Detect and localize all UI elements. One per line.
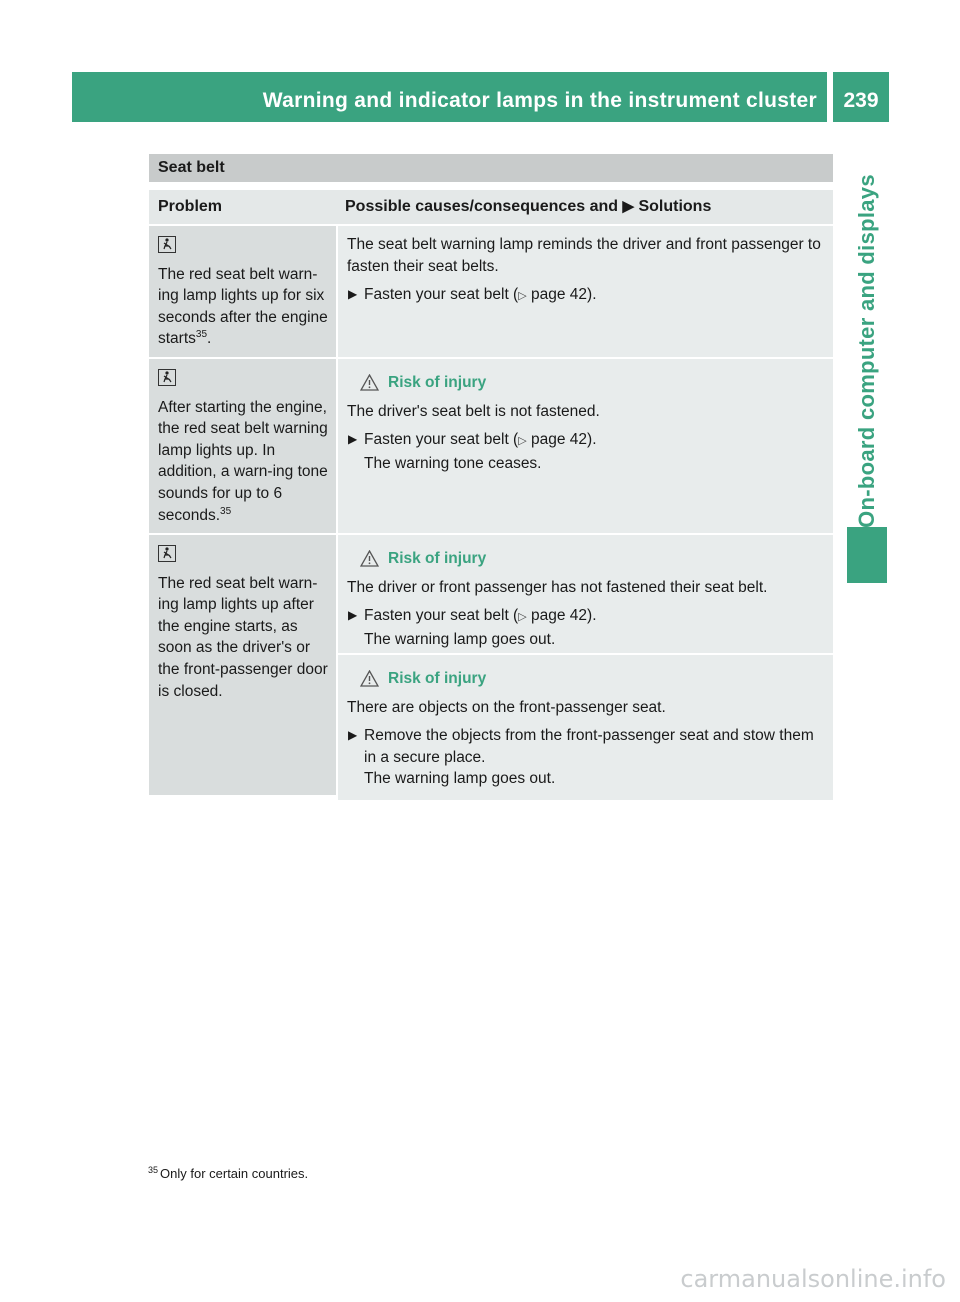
solution-text: The seat belt warning lamp reminds the driver and front passenger to fasten their seat belts. (347, 236, 821, 275)
page-ref-icon: ▷ (518, 435, 527, 448)
solution-arrow-icon: ▶ (622, 198, 635, 215)
warning-heading (347, 372, 827, 394)
seat-belt-icon (158, 236, 176, 253)
footnote (148, 1166, 308, 1181)
seat-belt-icon (158, 369, 176, 386)
seat-belt-icon (158, 545, 176, 562)
warning-label: Risk of injury (388, 550, 487, 567)
side-tab-marker (847, 527, 887, 583)
solution-step (347, 429, 827, 474)
warning-triangle-icon (360, 550, 379, 567)
warning-label: Risk of injury (388, 670, 487, 687)
solution-step (347, 284, 827, 308)
page-ref-icon: ▷ (518, 611, 527, 624)
page-ref-link[interactable]: page 42). (531, 286, 597, 304)
column-header-solutions-text: Possible causes/consequences and (345, 198, 619, 215)
footnote-ref: 35 (195, 329, 208, 341)
table-header-row (149, 190, 833, 224)
step-text: Fasten your seat belt ( (364, 286, 519, 304)
problem-text-end: . (207, 330, 212, 348)
step-note: The warning lamp goes out. (364, 770, 556, 788)
seat-belt-table (149, 154, 833, 800)
problem-cell (149, 535, 336, 795)
solution-step (347, 605, 827, 650)
table-row (149, 359, 833, 533)
table-title: Seat belt (149, 154, 833, 182)
step-arrow-icon: ▶ (348, 608, 358, 623)
section-title: Warning and indicator lamps in the instrument cluster (262, 89, 817, 112)
page-ref-link[interactable]: page 42). (531, 431, 597, 449)
table-row (149, 226, 833, 357)
step-arrow-icon: ▶ (348, 432, 358, 447)
footnote-number: 35 (148, 1164, 159, 1175)
solution-block (338, 655, 833, 800)
column-header-solutions (336, 190, 833, 224)
solutions-cell (338, 226, 833, 357)
page-ref-link[interactable]: page 42). (531, 607, 597, 625)
solutions-cell (338, 359, 833, 533)
footnote-ref: 35 (220, 505, 232, 517)
page-ref-icon: ▷ (518, 290, 527, 303)
problem-text: The red seat belt warn-ing lamp lights up for six seconds after the engine starts (158, 265, 328, 348)
warning-triangle-icon (360, 374, 379, 391)
header-bar (72, 72, 827, 122)
step-arrow-icon: ▶ (348, 728, 358, 743)
solution-step (347, 725, 827, 790)
footnote-text: Only for certain countries. (160, 1166, 309, 1181)
step-text: Remove the objects from the front-passenger seat and stow them in a secure place. (364, 727, 814, 766)
step-arrow-icon: ▶ (348, 287, 358, 302)
problem-text: The red seat belt warn-ing lamp lights up after the engine starts, as soon as the driver's or the front-passenger door is closed. (158, 574, 328, 700)
solution-block (338, 359, 833, 533)
watermark: carmanualsonline.info (680, 1265, 946, 1293)
solutions-cell (338, 535, 833, 800)
step-note: The warning tone ceases. (364, 454, 542, 472)
step-text: Fasten your seat belt ( (364, 431, 519, 449)
column-header-problem: Problem (158, 198, 223, 215)
column-header-solutions-label: Solutions (638, 198, 712, 215)
problem-cell (149, 359, 336, 533)
table-row (149, 535, 833, 800)
solution-block (338, 535, 833, 653)
side-tab (847, 168, 887, 533)
step-note: The warning lamp goes out. (364, 630, 556, 648)
warning-heading (347, 668, 827, 690)
solution-block (338, 226, 833, 357)
side-tab-label: On-board computer and displays (854, 173, 879, 528)
page-number-box (833, 72, 889, 122)
solution-text: There are objects on the front-passenger seat. (347, 698, 666, 716)
solution-text: The driver or front passenger has not fastened their seat belt. (347, 578, 768, 596)
solution-text: The driver's seat belt is not fastened. (347, 402, 600, 420)
warning-heading (347, 548, 827, 570)
page-number: 239 (843, 89, 879, 112)
warning-label: Risk of injury (388, 374, 487, 391)
step-text: Fasten your seat belt ( (364, 607, 519, 625)
problem-text: After starting the engine, the red seat belt warning lamp lights up. In addition, a warn-ing tone sounds for up to 6 seconds. (158, 398, 328, 524)
warning-triangle-icon (360, 670, 379, 687)
problem-cell (149, 226, 336, 357)
